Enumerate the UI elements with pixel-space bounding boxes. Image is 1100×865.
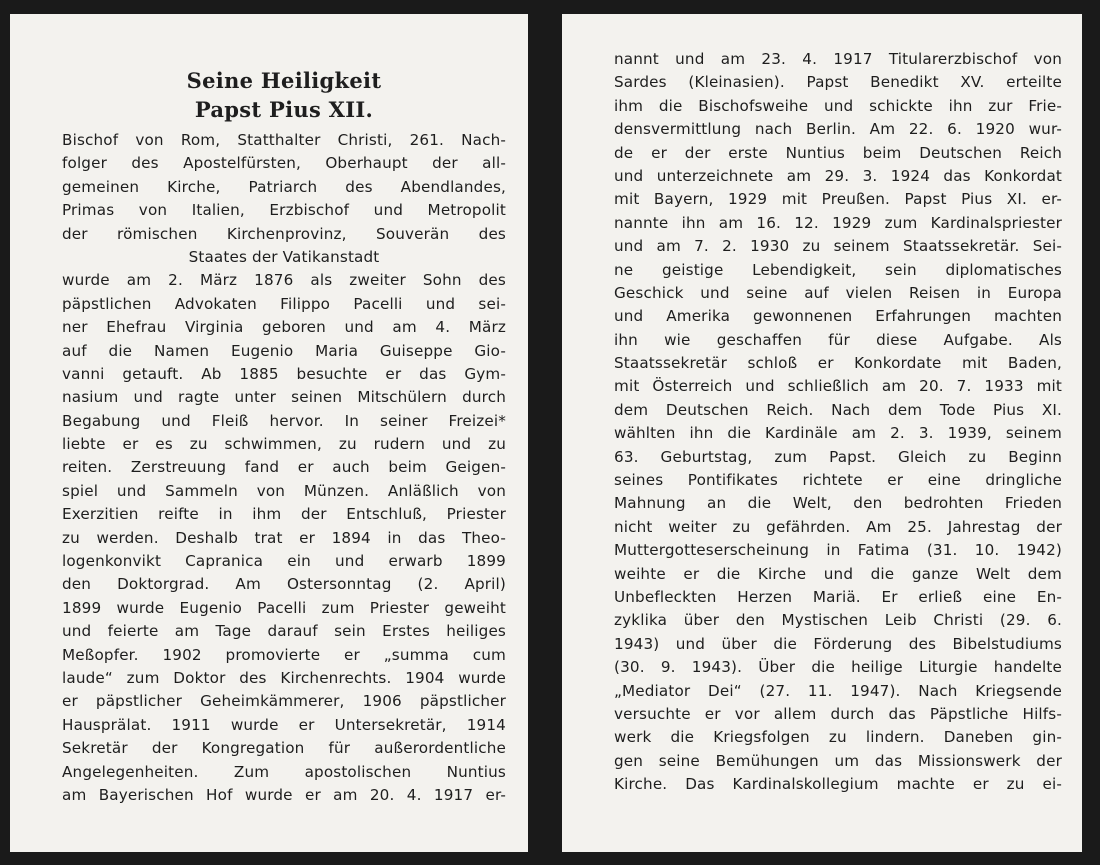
- text-line: Sekretär der Kongregation für außerordentliche: [62, 739, 506, 758]
- text-line: nicht weiter zu gefährden. Am 25. Jahrestag der: [614, 517, 1062, 536]
- title-line-2: Papst Pius XII.: [194, 97, 374, 122]
- text-line: Hausprälat. 1911 wurde er Untersekretär, 1914: [62, 715, 506, 734]
- text-line: seines Pontifikates richtete er eine dringliche: [614, 471, 1062, 490]
- text-line: und Amerika gewonnenen Erfahrungen machten: [614, 307, 1062, 326]
- right-text-body: [614, 48, 1062, 797]
- text-line: mit Österreich und schließlich am 20. 7. 1933 mit: [614, 377, 1062, 396]
- text-line: „Mediator Dei“ (27. 11. 1947). Nach Kriegsende: [614, 681, 1062, 700]
- text-line: ner Ehefrau Virginia geboren und am 4. März: [62, 318, 506, 337]
- text-line: dem Deutschen Reich. Nach dem Tode Pius XI.: [614, 400, 1062, 419]
- text-line: laude“ zum Doktor des Kirchenrechts. 1904 wurde: [62, 668, 506, 687]
- text-line: Unbefleckten Herzen Mariä. Er erließ eine En-: [614, 587, 1062, 606]
- text-line: (30. 9. 1943). Über die heilige Liturgie handelte: [614, 658, 1062, 677]
- text-line: ihn wie geschaffen für diese Aufgabe. Als: [614, 330, 1062, 349]
- text-line: Begabung und Fleiß hervor. In seiner Freizei*: [62, 411, 506, 430]
- text-line: Meßopfer. 1902 promovierte er „summa cum: [62, 645, 506, 664]
- text-line: wählten ihn die Kardinäle am 2. 3. 1939, seinem: [614, 424, 1062, 443]
- text-line: ne geistige Lebendigkeit, sein diplomatisches: [614, 260, 1062, 279]
- text-line: vanni getauft. Ab 1885 besuchte er das Gym-: [62, 364, 506, 383]
- text-line: nannt und am 23. 4. 1917 Titularerzbischof von: [614, 50, 1062, 68]
- text-line: folger des Apostelfürsten, Oberhaupt der all-: [62, 154, 506, 173]
- left-text-body: [62, 129, 506, 807]
- text-line: Staates der Vatikanstadt: [188, 247, 380, 266]
- title-block: [62, 66, 506, 124]
- text-line: de er der erste Nuntius beim Deutschen Reich: [614, 143, 1062, 162]
- text-line: päpstlichen Advokaten Filippo Pacelli und sei-: [62, 294, 506, 313]
- text-line: und feierte am Tage darauf sein Erstes heiliges: [62, 622, 506, 641]
- text-line: der römischen Kirchenprovinz, Souverän des: [62, 224, 506, 243]
- text-line: wurde am 2. März 1876 als zweiter Sohn des: [62, 271, 506, 290]
- text-line: und am 7. 2. 1930 zu seinem Staatssekretär. Sei-: [614, 237, 1062, 256]
- text-line: Mahnung an die Welt, den bedrohten Frieden: [614, 494, 1062, 513]
- left-page: [10, 14, 528, 852]
- text-line: ihm die Bischofsweihe und schickte ihn zur Frie-: [614, 96, 1062, 115]
- text-line: 63. Geburtstag, zum Papst. Gleich zu Beginn: [614, 447, 1062, 466]
- right-page: [562, 14, 1082, 852]
- text-line: und unterzeichnete am 29. 3. 1924 das Konkordat: [614, 166, 1062, 185]
- text-line: Bischof von Rom, Statthalter Christi, 261. Nach-: [62, 131, 506, 149]
- text-line: gen seine Bemühungen um das Missionswerk der: [614, 751, 1062, 770]
- text-line: nasium und ragte unter seinen Mitschülern durch: [62, 388, 506, 407]
- text-line: versuchte er vor allem durch das Päpstliche Hilfs-: [614, 704, 1062, 723]
- text-line: logenkonvikt Capranica ein und erwarb 1899: [62, 552, 506, 571]
- text-line: Primas von Italien, Erzbischof und Metropolit: [62, 201, 506, 220]
- text-line: densvermittlung nach Berlin. Am 22. 6. 1920 wur-: [614, 120, 1062, 139]
- text-line: Kirche. Das Kardinalskollegium machte er zu ei-: [614, 775, 1062, 794]
- text-line: Angelegenheiten. Zum apostolischen Nuntius: [62, 762, 506, 781]
- text-line: Sardes (Kleinasien). Papst Benedikt XV. erteilte: [614, 73, 1062, 92]
- text-line: weihte er die Kirche und die ganze Welt dem: [614, 564, 1062, 583]
- text-line: spiel und Sammeln von Münzen. Anläßlich von: [62, 481, 506, 500]
- text-line: liebte er es zu schwimmen, zu rudern und zu: [62, 435, 506, 454]
- text-line: auf die Namen Eugenio Maria Guiseppe Gio-: [62, 341, 506, 360]
- text-line: Exerzitien reifte in ihm der Entschluß, Priester: [62, 505, 506, 524]
- text-line: 1899 wurde Eugenio Pacelli zum Priester geweiht: [62, 598, 506, 617]
- text-line: am Bayerischen Hof wurde er am 20. 4. 1917 er-: [62, 785, 506, 804]
- text-line: den Doktorgrad. Am Ostersonntag (2. April): [62, 575, 506, 594]
- text-line: Staatssekretär schloß er Konkordate mit Baden,: [614, 354, 1062, 373]
- text-line: Muttergotteserscheinung in Fatima (31. 10. 1942): [614, 541, 1062, 560]
- text-line: zu werden. Deshalb trat er 1894 in das Theo-: [62, 528, 506, 547]
- text-line: nannte ihn am 16. 12. 1929 zum Kardinalspriester: [614, 213, 1062, 232]
- text-line: werk die Kriegsfolgen zu lindern. Daneben gin-: [614, 728, 1062, 747]
- title-line-1: Seine Heiligkeit: [186, 68, 382, 93]
- text-line: zyklika über den Mystischen Leib Christi (29. 6.: [614, 611, 1062, 630]
- text-line: er päpstlicher Geheimkämmerer, 1906 päpstlicher: [62, 692, 506, 711]
- text-line: Geschick und seine auf vielen Reisen in Europa: [614, 283, 1062, 302]
- text-line: 1943) und über die Förderung des Bibelstudiums: [614, 634, 1062, 653]
- text-line: mit Bayern, 1929 mit Preußen. Papst Pius XI. er-: [614, 190, 1062, 209]
- text-line: reiten. Zerstreuung fand er auch beim Geigen-: [62, 458, 506, 477]
- text-line: gemeinen Kirche, Patriarch des Abendlandes,: [62, 177, 506, 196]
